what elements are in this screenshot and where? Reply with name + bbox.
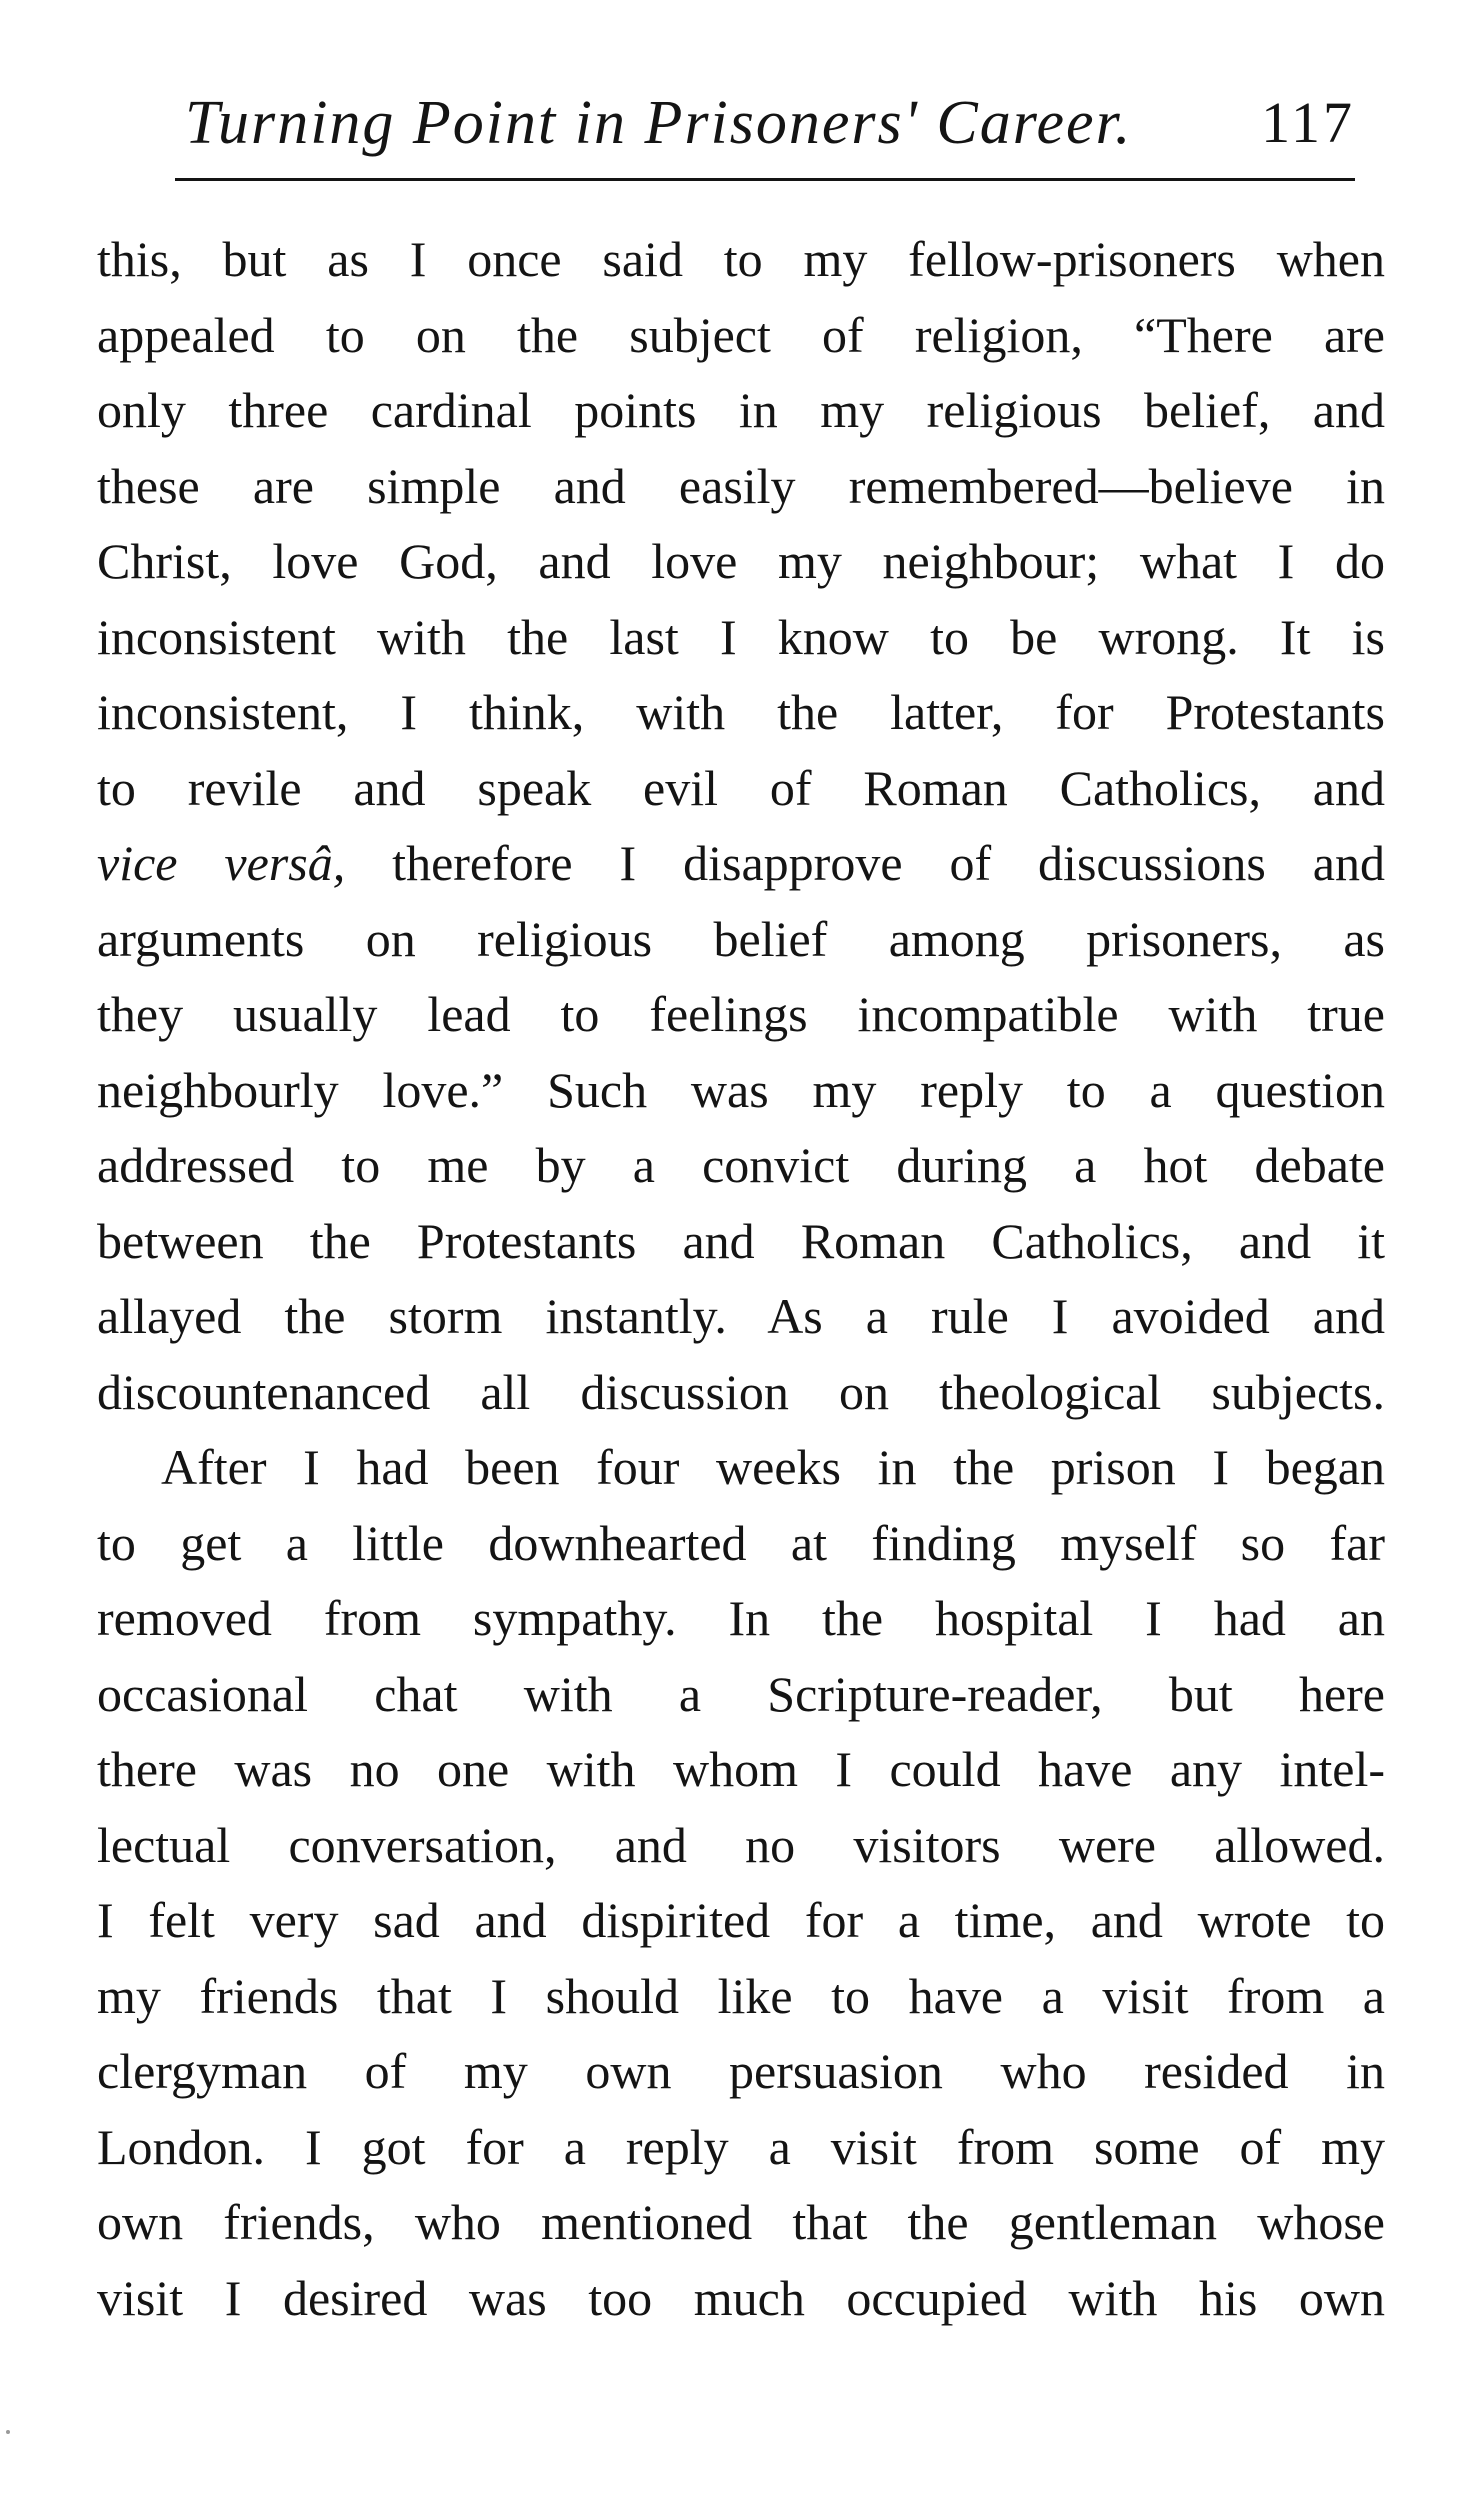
text-line: these are simple and easily remembered—believe in [97, 457, 1385, 514]
paragraph-start-line: After I had been four weeks in the prison I began [161, 1439, 1385, 1495]
text-line: visit I desired was too much occupied with his own [97, 2269, 1385, 2326]
running-head [175, 78, 1355, 168]
text-line: occasional chat with a Scripture-reader, but here [97, 1665, 1385, 1722]
text-line: Christ, love God, and love my neighbour; what I do [97, 533, 1385, 589]
text-line: clergyman of my own persuasion who resided in [97, 2043, 1385, 2099]
header-rule [175, 178, 1355, 181]
text-line: own friends, who mentioned that the gentleman whose [97, 2194, 1385, 2250]
text-line: discountenanced all discussion on theological subjects. [97, 1363, 1385, 1420]
text-line: removed from sympathy. In the hospital I had an [97, 1590, 1385, 1646]
text-line: to get a little downhearted at finding myself so far [97, 1514, 1385, 1571]
text-line: they usually lead to feelings incompatible with true [97, 986, 1385, 1042]
text-line: lectual conversation, and no visitors were allowed. [97, 1816, 1385, 1873]
text-line: there was no one with whom I could have any intel- [97, 1741, 1385, 1797]
paper-speck [6, 2430, 10, 2434]
body-text [97, 222, 1385, 2336]
text-line: I felt very sad and dispirited for a time, and wrote to [97, 1892, 1385, 1948]
text-line: this, but as I once said to my fellow-prisoners when [97, 231, 1385, 287]
text-line [97, 826, 1385, 902]
text-line: arguments on religious belief among prisoners, as [97, 910, 1385, 967]
text-line: neighbourly love.” Such was my reply to a question [97, 1061, 1385, 1118]
text-line: London. I got for a reply a visit from some of my [97, 2118, 1385, 2175]
line-remainder: therefore I disapprove of discussions and [392, 835, 1385, 891]
text-line: my friends that I should like to have a visit from a [97, 1967, 1385, 2024]
page-number: 117 [1261, 90, 1355, 155]
text-line: between the Protestants and Roman Catholics, and it [97, 1212, 1385, 1269]
text-line: inconsistent, I think, with the latter, for Protestants [97, 684, 1385, 740]
text-line: allayed the storm instantly. As a rule I avoided and [97, 1288, 1385, 1344]
text-line: addressed to me by a convict during a hot debate [97, 1137, 1385, 1193]
text-line: appealed to on the subject of religion, “There are [97, 306, 1385, 363]
running-title: Turning Point in Prisoners' Career. [185, 89, 1133, 157]
text-line: inconsistent with the last I know to be wrong. It is [97, 608, 1385, 665]
italic-phrase: vice versâ, [97, 835, 346, 891]
text-line: only three cardinal points in my religious belief, and [97, 382, 1385, 438]
text-line: to revile and speak evil of Roman Catholics, and [97, 759, 1385, 816]
